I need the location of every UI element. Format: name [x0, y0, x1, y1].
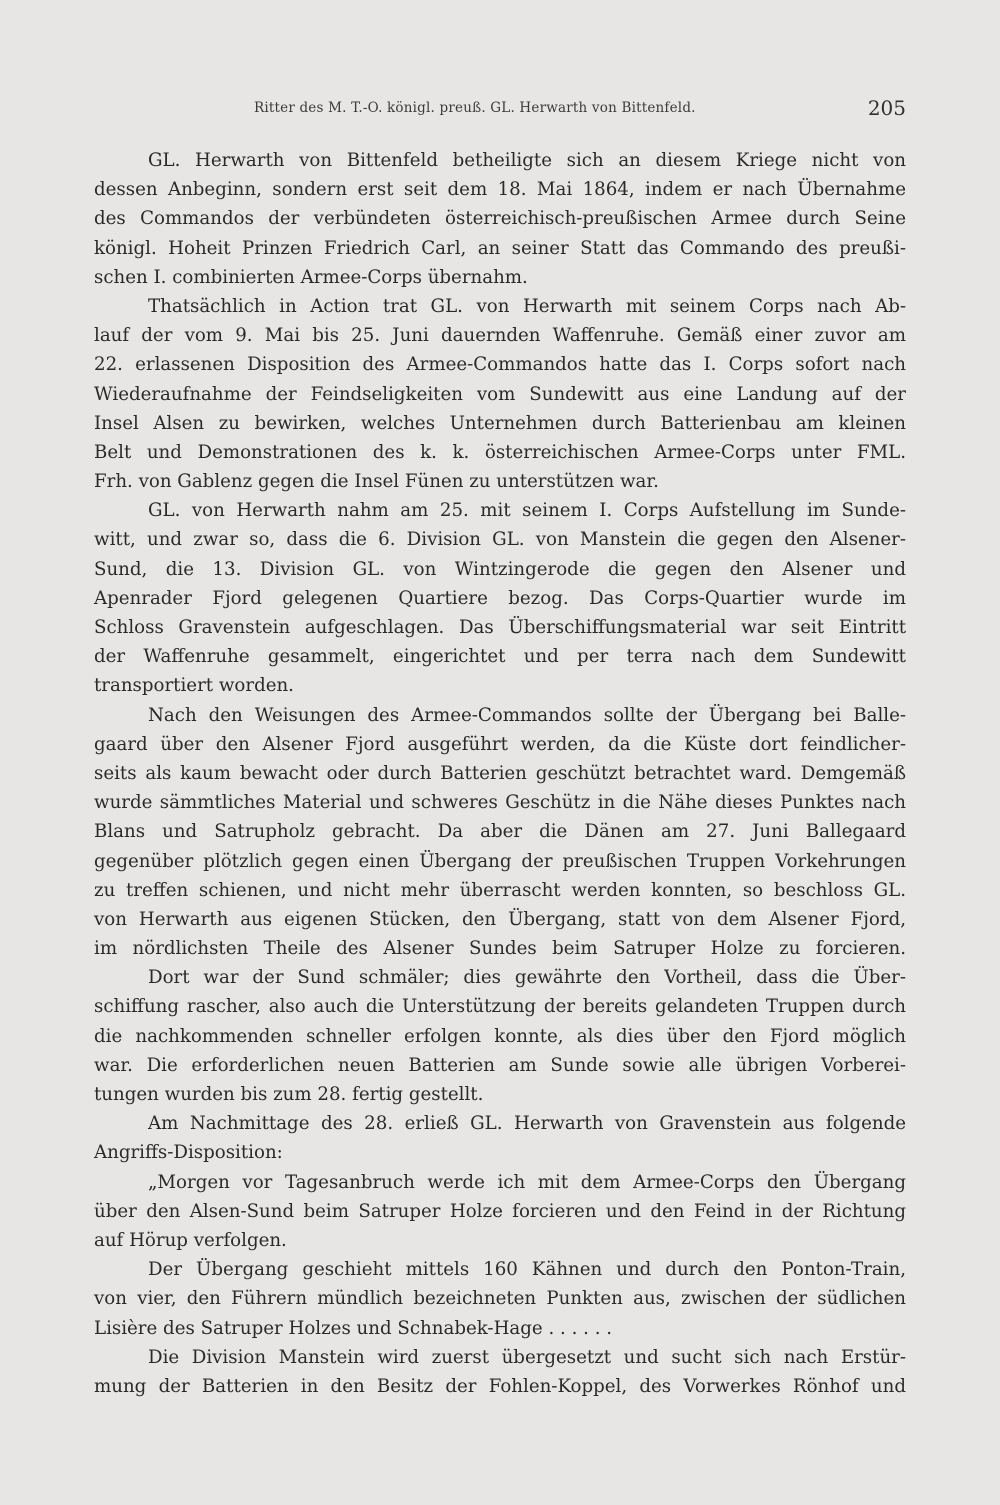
text-line: schen I. combinierten Armee-Corps übernahm.	[94, 266, 528, 288]
text-line: Frh. von Gablenz gegen die Insel Fünen zu unterstützen war.	[94, 471, 659, 493]
text-line: Sund, die 13. Division GL. von Wintzingerode die gegen den Alsener und	[94, 558, 906, 580]
text-line: mung der Batterien in den Besitz der Fohlen-Koppel, des Vorwerkes Rönhof und	[94, 1375, 906, 1397]
text-line: Am Nachmittage des 28. erließ GL. Herwarth von Gravenstein aus folgende	[148, 1113, 906, 1135]
text-line: Dort war der Sund schmäler; dies gewährte den Vortheil, dass die Über-	[148, 967, 906, 989]
text-line: über den Alsen-Sund beim Satruper Holze forcieren und den Feind in der Richtung	[94, 1200, 906, 1222]
text-line: wurde sämmtliches Material und schweres Geschütz in die Nähe dieses Punktes nach	[94, 792, 906, 814]
text-line: Insel Alsen zu bewirken, welches Unternehmen durch Batterienbau am kleinen	[94, 412, 906, 434]
text-line: Nach den Weisungen des Armee-Commandos sollte der Übergang bei Balle-	[148, 704, 906, 726]
text-line: „Morgen vor Tagesanbruch werde ich mit dem Armee-Corps den Übergang	[148, 1171, 906, 1193]
text-line: Der Übergang geschieht mittels 160 Kähnen und durch den Ponton-Train,	[148, 1259, 906, 1281]
text-line: dessen Anbeginn, sondern erst seit dem 18. Mai 1864, indem er nach Übernahme	[94, 179, 906, 201]
body-text	[94, 146, 906, 1401]
text-line: GL. von Herwarth nahm am 25. mit seinem I. Corps Aufstellung im Sunde-	[148, 500, 906, 522]
text-line: Belt und Demonstrationen des k. k. österreichischen Armee-Corps unter FML.	[94, 441, 906, 463]
text-line: Apenrader Fjord gelegenen Quartiere bezog. Das Corps-Quartier wurde im	[94, 587, 906, 609]
text-line: war. Die erforderlichen neuen Batterien am Sunde sowie alle übrigen Vorberei-	[94, 1054, 906, 1076]
text-line: von Herwarth aus eigenen Stücken, den Übergang, statt von dem Alsener Fjord,	[94, 908, 906, 930]
text-line: königl. Hoheit Prinzen Friedrich Carl, an seiner Statt das Commando des preußi-	[94, 237, 906, 259]
text-line: 22. erlassenen Disposition des Armee-Commandos hatte das I. Corps sofort nach	[94, 354, 906, 376]
text-line: im nördlichsten Theile des Alsener Sundes beim Satruper Holze zu forcieren.	[94, 938, 906, 960]
text-line: tungen wurden bis zum 28. fertig gestellt.	[94, 1084, 484, 1105]
text-line: Die Division Manstein wird zuerst übergesetzt und sucht sich nach Erstür-	[148, 1346, 906, 1368]
text-line: zu treffen schienen, und nicht mehr überrascht werden konnten, so beschloss GL.	[94, 879, 906, 901]
page-header	[94, 96, 906, 126]
text-line: transportiert worden.	[94, 675, 294, 697]
text-line: Wiederaufnahme der Feindseligkeiten vom Sundewitt aus eine Landung auf der	[94, 383, 906, 405]
text-line: Schloss Gravenstein aufgeschlagen. Das Überschiffungsmaterial war seit Eintritt	[94, 617, 906, 638]
text-line: der Waffenruhe gesammelt, eingerichtet und per terra nach dem Sundewitt	[94, 646, 906, 668]
text-line: des Commandos der verbündeten österreichisch-preußischen Armee durch Seine	[94, 208, 906, 230]
text-line: lauf der vom 9. Mai bis 25. Juni dauernden Waffenruhe. Gemäß einer zuvor am	[94, 325, 906, 347]
text-line: Thatsächlich in Action trat GL. von Herwarth mit seinem Corps nach Ab-	[148, 295, 906, 317]
text-line: schiffung rascher, also auch die Unterstützung der bereits gelandeten Truppen durch	[94, 996, 906, 1018]
text-line: Lisière des Satruper Holzes und Schnabek-Hage . . . . . .	[94, 1317, 613, 1339]
text-line: die nachkommenden schneller erfolgen konnte, als dies über den Fjord möglich	[94, 1025, 906, 1047]
text-line: witt, und zwar so, dass die 6. Division GL. von Manstein die gegen den Alsener-	[94, 529, 906, 551]
page-number: 205	[867, 96, 906, 120]
text-line: Blans und Satrupholz gebracht. Da aber die Dänen am 27. Juni Ballegaard	[94, 821, 906, 843]
text-line: GL. Herwarth von Bittenfeld betheiligte sich an diesem Kriege nicht von	[148, 150, 906, 171]
text-line: seits als kaum bewacht oder durch Batterien geschützt betrachtet ward. Demgemäß	[94, 762, 906, 784]
text-line: von vier, den Führern mündlich bezeichneten Punkten aus, zwischen der südlichen	[94, 1288, 906, 1310]
text-line: gegenüber plötzlich gegen einen Übergang der preußischen Truppen Vorkehrungen	[94, 850, 906, 872]
running-head: Ritter des M. T.-O. königl. preuß. GL. Herwarth von Bittenfeld.	[254, 100, 696, 116]
text-line: Angriffs-Disposition:	[94, 1142, 283, 1164]
text-line: auf Hörup verfolgen.	[94, 1229, 287, 1251]
text-line: gaard über den Alsener Fjord ausgeführt werden, da die Küste dort feindlicher-	[94, 733, 906, 755]
